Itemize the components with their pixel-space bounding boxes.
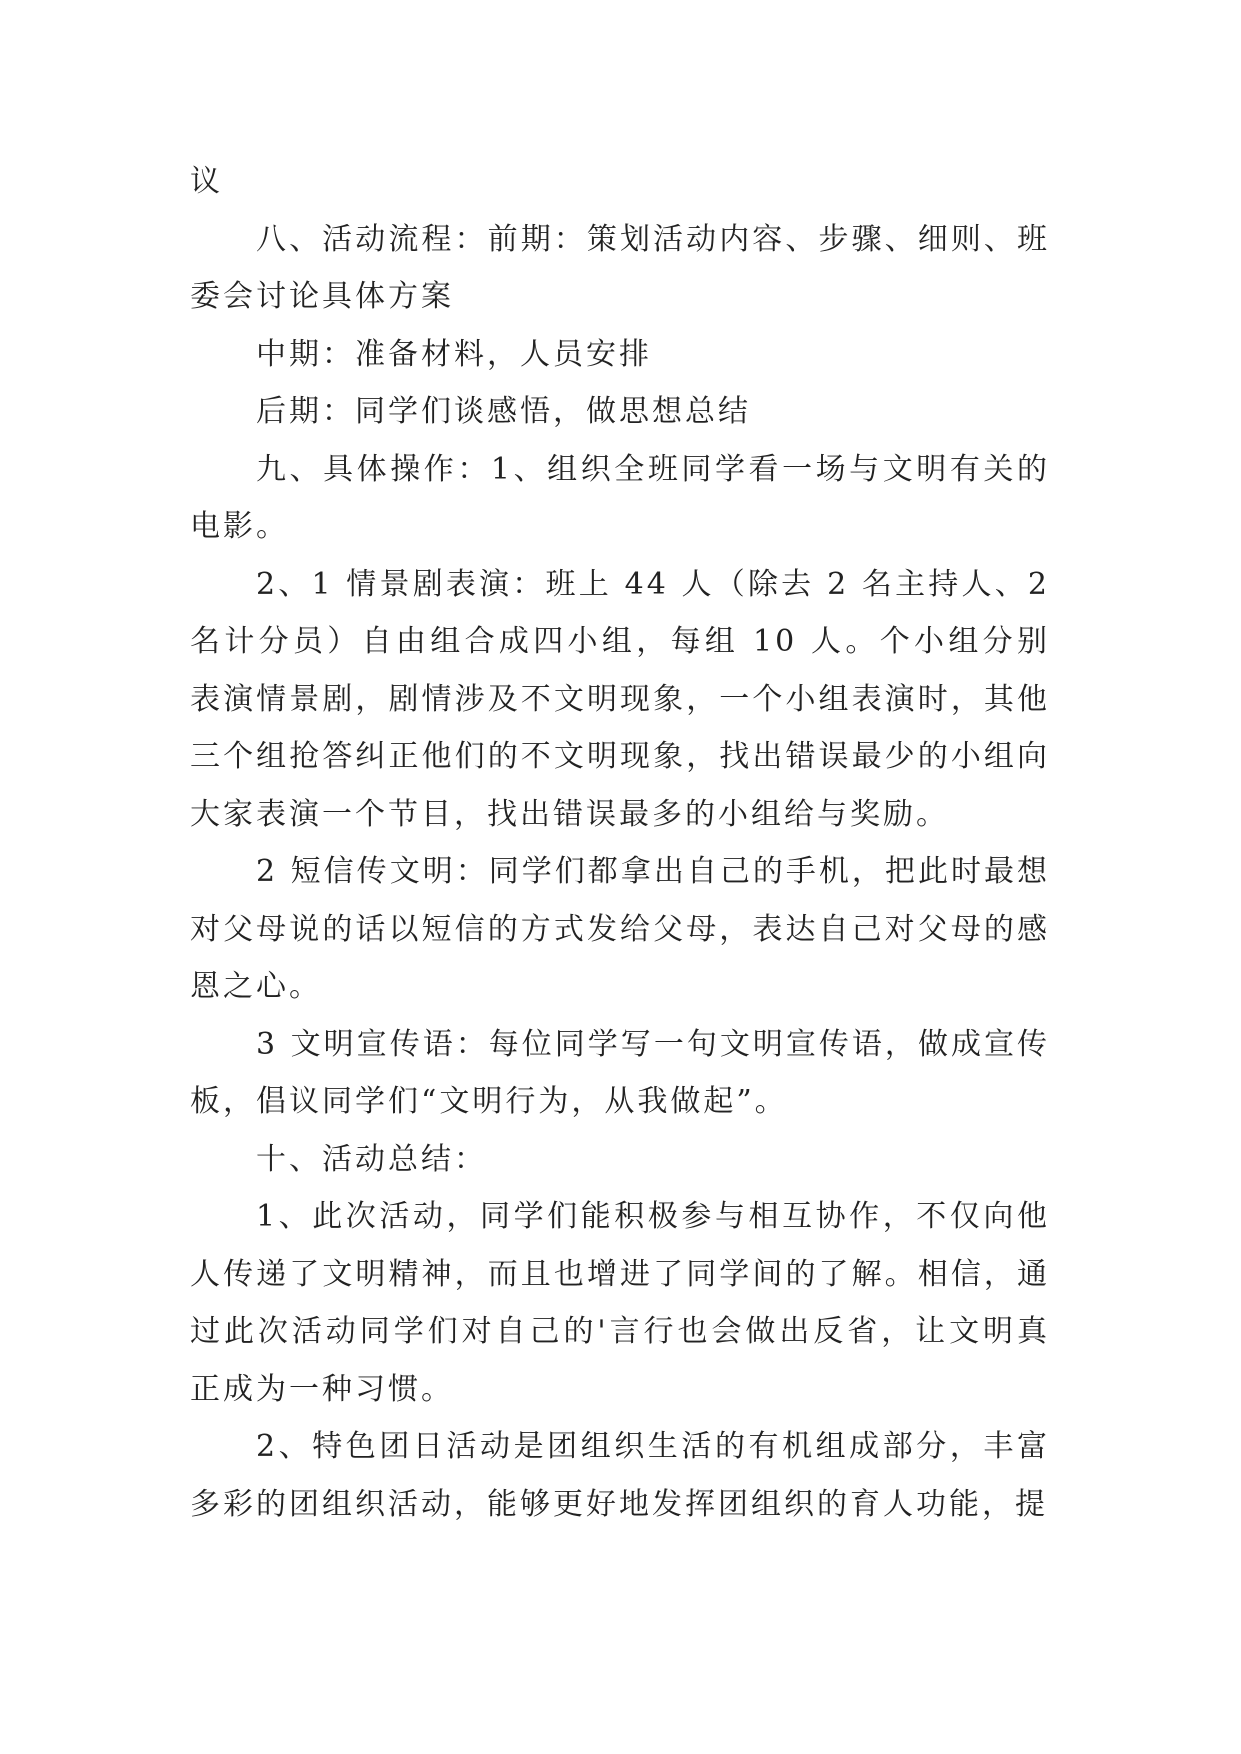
paragraph-late-stage: 后期：同学们谈感悟，做思想总结 bbox=[256, 394, 751, 429]
paragraph-specific-operations: 九、具体操作：1、组织全班同学看一场与文明有关的电影。 bbox=[190, 451, 1050, 544]
paragraph-summary-heading: 十、活动总结： bbox=[256, 1141, 487, 1177]
paragraph-civility-slogan: 3 文明宣传语：每位同学写一句文明宣传语，做成宣传板，倡议同学们“文明行为，从我做起”。 bbox=[190, 1026, 1050, 1119]
paragraph-continuation: 议 bbox=[190, 164, 223, 199]
paragraph-summary-2: 2、特色团日活动是团组织生活的有机组成部分，丰富多彩的团组织活动，能够更好地发挥团组织的育人功能，提 bbox=[190, 1429, 1050, 1522]
paragraph-mid-stage: 中期：准备材料，人员安排 bbox=[256, 336, 652, 372]
document-body bbox=[190, 153, 1050, 1533]
paragraph-activity-process: 八、活动流程：前期：策划活动内容、步骤、细则、班委会讨论具体方案 bbox=[190, 221, 1050, 314]
paragraph-summary-1: 1、此次活动，同学们能积极参与相互协作，不仅向他人传递了文明精神，而且也增进了同学间的了解。相信，通过此次活动同学们对自己的'言行也会做出反省，让文明真正成为一种习惯。 bbox=[190, 1199, 1050, 1407]
paragraph-skit-performance: 2、1 情景剧表演：班上 44 人（除去 2 名主持人、2 名计分员）自由组合成四小组，每组 10 人。个小组分别表演情景剧，剧情涉及不文明现象，一个小组表演时，其他三个组抢答纠正他们的不文明现象，找出错误最少的小组向大家表演一个节目，找出错误最多的小组给与奖励。 bbox=[190, 566, 1050, 832]
paragraph-sms-civility: 2 短信传文明：同学们都拿出自己的手机，把此时最想对父母说的话以短信的方式发给父母，表达自己对父母的感恩之心。 bbox=[190, 854, 1050, 1004]
